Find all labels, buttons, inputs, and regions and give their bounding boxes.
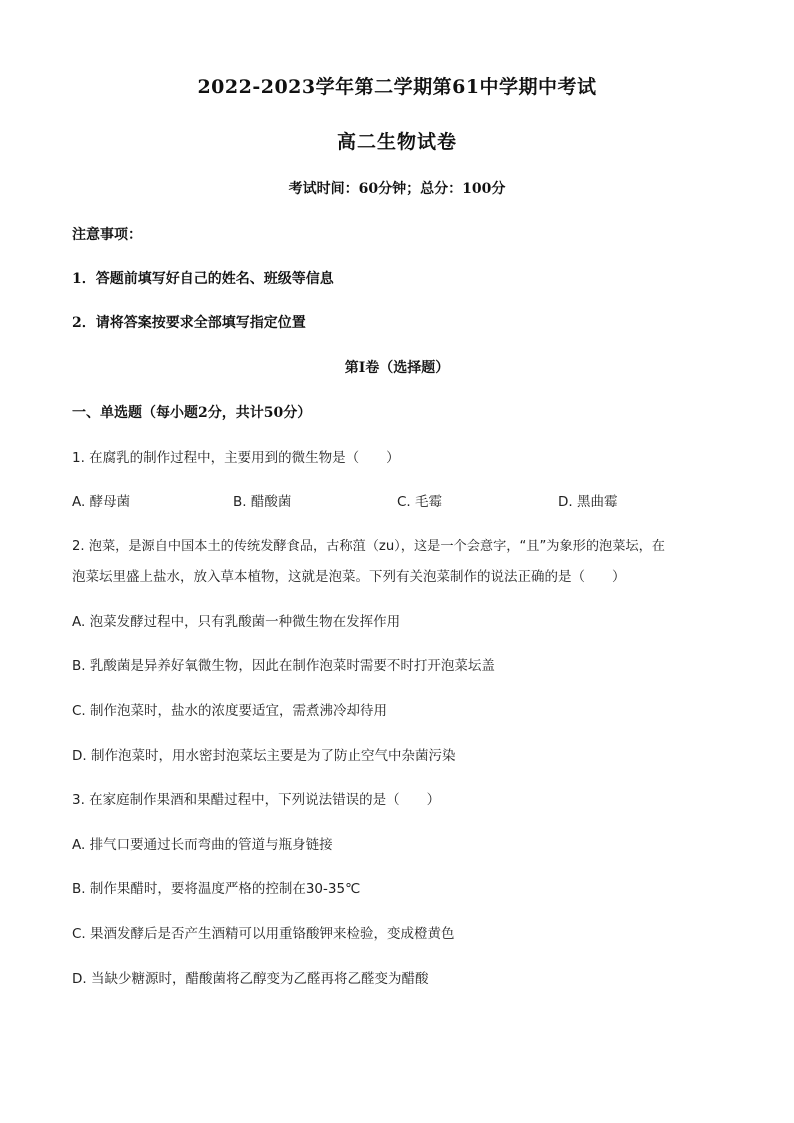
question-3-option-c: C. 果酒发酵后是否产生酒精可以用重铬酸钾来检验，变成橙黄色 (72, 926, 455, 942)
question-1-option-c: C. 毛霉 (397, 494, 443, 510)
exam-info: 考试时间：60分钟；总分：100分 (288, 181, 506, 197)
question-1-option-a: A. 酵母菌 (72, 494, 131, 510)
question-3-option-d: D. 当缺少糖源时，醋酸菌将乙醇变为乙醛再将乙醛变为醋酸 (72, 971, 429, 987)
notice-heading: 注意事项： (72, 227, 142, 243)
question-1-option-d: D. 黑曲霉 (558, 494, 618, 510)
volume-heading: 第I卷（选择题） (344, 360, 450, 376)
exam-title: 2022-2023学年第二学期第61中学期中考试 (197, 76, 597, 98)
notice-item: 2．请将答案按要求全部填写指定位置 (72, 315, 306, 331)
part-heading: 一、单选题（每小题2分，共计50分） (72, 405, 312, 421)
question-1-stem: 1. 在腐乳的制作过程中，主要用到的微生物是（ ） (72, 450, 400, 466)
question-2-option-d: D. 制作泡菜时，用水密封泡菜坛主要是为了防止空气中杂菌污染 (72, 748, 456, 764)
question-3-option-a: A. 排气口要通过长而弯曲的管道与瓶身链接 (72, 837, 333, 853)
question-2-option-b: B. 乳酸菌是异养好氧微生物，因此在制作泡菜时需要不时打开泡菜坛盖 (72, 658, 495, 674)
question-2-option-c: C. 制作泡菜时，盐水的浓度要适宜，需煮沸冷却待用 (72, 703, 388, 719)
question-3-option-b: B. 制作果醋时，要将温度严格的控制在30-35℃ (72, 881, 361, 897)
question-2-stem-line-1: 2. 泡菜，是源自中国本土的传统发酵食品，古称菹（zu），这是一个会意字，“且”为象形的泡菜坛，在 (72, 539, 665, 554)
question-1-option-b: B. 醋酸菌 (233, 494, 292, 510)
question-2-option-a: A. 泡菜发酵过程中，只有乳酸菌一种微生物在发挥作用 (72, 614, 401, 630)
notice-item: 1．答题前填写好自己的姓名、班级等信息 (72, 271, 334, 287)
exam-subtitle: 高二生物试卷 (336, 131, 457, 153)
question-3-stem: 3. 在家庭制作果酒和果醋过程中，下列说法错误的是（ ） (72, 792, 441, 808)
question-2-stem-line-2: 泡菜坛里盛上盐水，放入草本植物，这就是泡菜。下列有关泡菜制作的说法正确的是（ ） (72, 569, 626, 585)
